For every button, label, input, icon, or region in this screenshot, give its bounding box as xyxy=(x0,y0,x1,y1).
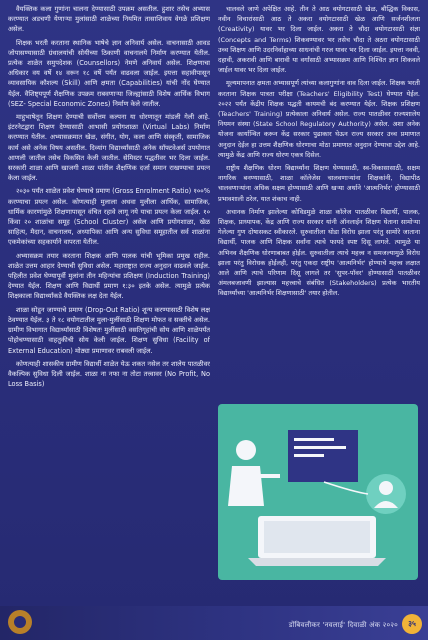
left-paragraph: कोणत्याही शासकीय ग्रामीण विद्यार्थी शाळेत येऊ शकत नसेल तर शालेय पातळीवर वैकल्पिक सुविधा दिली जाईल. शाळा ना नफा ना तोटा तत्त्वावर (No Profit, No Loss Basis) xyxy=(8,359,210,389)
ornament-icon xyxy=(8,610,32,634)
right-paragraph: मूल्यमापनात क्षमता अभ्यासपूर्ण त्यांच्या कलागुणांना वाव दिला जाईल. शिक्षक भरती करताना शिक्षक पात्रता परीक्षा (Teachers' Eligibility Test) घेण्यात येईल. २०२२ पर्यंत केंद्रीय शिक्षक पद्धती कायमची बंद करण्यात येईल. शिक्षक प्रशिक्षण (Teachers' Training) प्रत्येकाला अनिवार्य असेल. राज्य पातळीवर राज्यशालेय नियमन संस्था (State School Regulatory Authority) असेल. अशा अनेक योजना कार्यान्वित करून केंद्र सरकार पुढाकार घेऊन राज्य सरकार उच्च प्रमाणात अनुदान देईल हा उत्तम शैक्षणिक धोरणाचा मोठा प्रमाणात अनुदान देण्याचा उद्देश आहे. त्यामुळे केंद्र आणि राज्य धोरण एकत्र दिसेल. xyxy=(218,79,420,159)
left-paragraph: अभ्यासक्रम तयार करताना शिक्षक आणि पालक यांची भूमिका प्रमुख राहील. शाळेत उत्तम आहार देण्याची सुविधा असेल. महाराष्ट्रात राज्य अनुदान वाढवले जाईल. पहिलीत प्रवेश घेण्यापूर्वी मुलांना तीन महिन्यांचा प्रशिक्षण (Induction Training) देण्यात येईल. शिक्षण आणि विद्यार्थी प्रमाण १:३० इतके असेल. त्यामुळे प्रत्येक शिक्षकाला विद्यार्थ्यांकडे वैयक्तिक लक्ष देता येईल. xyxy=(8,251,210,301)
online-learning-illustration xyxy=(218,404,418,580)
chalkboard-icon xyxy=(288,430,358,482)
page-number: ३५ xyxy=(402,614,422,634)
student-icon xyxy=(366,474,406,514)
magazine-title: डोंबिवलीकर 'नवलाई' दिवाळी अंक २०२० xyxy=(288,621,398,629)
left-paragraph: २०३० पर्यंत शाळेत प्रवेश घेण्याचे प्रमाण (Gross Enrolment Ratio) १००% करण्याचा प्रयत्न असेल. कोणत्याही मुलाला अथवा मुलीला आर्थिक, सामाजिक, धार्मिक कारणांमुळे शिक्षणापासून वंचित रहावे लागू नये याचा प्रयत्न केला जाईल. १० किंवा २० शाळांचा समूह (School Cluster) असेल आणि प्रयोगशाळा, खेळ साहित्य, मैदान, वाचनालय, अध्यापिका आणि अन्य सुविधा समूहातील सर्व शाळांना एकमेकांच्या सहकार्याने वापरता येतील. xyxy=(8,187,210,247)
footer-bar xyxy=(0,606,428,640)
left-paragraph: माहुभाषेतून शिक्षण देण्याची सर्वोत्तम कल्पना या धोरणातून मांडली गेली आहे. इंटरनेटद्वारा शिक्षण देण्यासाठी आभासी प्रयोगशाळा (Virtual Labs) निर्माण करण्यात येतील. अभ्यासक्रमात खेळ, संगीत, योग, कला आणि संस्कृती, सामाजिक कार्य असे अनेक विषय असतील. दिव्यांग विद्यार्थ्यांसाठी अनेक सॉफ्टवेअर्स उपयोगात आणली जातील तसेच विकसित केली जातील. सेमिस्टर पद्धतीवर भर दिला जाईल. सरकारी शाळा आणि खाजगी शाळा यांतील शैक्षणिक दर्जा समान राखण्याचा प्रयत्न केला जाईल. xyxy=(8,113,210,183)
right-paragraph: अचानक निर्माण झालेल्या कोविडमुळे शाळा कॉलेज पातळीवर विद्यार्थी, पालक, शिक्षक, प्राध्यापक, केंद्र आणि राज्य सरकार यांनी ऑनलाईन शिक्षण घेताना सामोऱ्या गेलेल्या गुण दोषासकट स्वीकारले. सुरुवातीला थोडा विरोध झाला परंतु सामोरे जाताना विद्यार्थी, पालक आणि शिक्षक सर्वांना त्याचे फायदे स्पष्ट दिसू लागले. त्यामुळे या अभिनव शैक्षणिक धोरणाबाबत होईल. सुरुवातीला त्याचे महत्त्व न समजल्यामुळे विरोध झाला परंतु विरोधक होईलही, परंतु एकदा राष्ट्रीय 'आत्मनिर्भर' होण्याचे महत्त्व लक्षात आले आणि त्याचे परिणाम दिसू लागले तर 'सुपर-पॉवर' होण्यासाठी पातळीवर अंमलबजावणी झाल्यास महत्त्वाचे संबंधित (Stakeholders) प्रत्येक भारतीय विद्यार्थ्यांच्या 'आत्मनिर्भर शिक्षणासाठी' तयार होतील. xyxy=(218,207,420,298)
right-paragraph: चालवले जाणे अपेक्षित आहे. तीन ते आठ वयोगटासाठी खेळ, बौद्धिक विकास, नवीन विचारांसाठी आठ ते अकरा वयोगटासाठी खेळ आणि सर्जनशीलता (Creativity) यावर भर दिला जाईल. अकरा ते चौदा वयोगटासाठी संज्ञा (Concepts and Terms) शिकवण्यावर भर तसेच चौदा ते अठरा वयोगटासाठी उच्च शिक्षण आणि उदरनिर्वाहाच्या साधनांची गरज यावर भर दिला जाईल. इयत्ता नववी, दहावी, अकरावी आणि बारावी या वर्गांसाठी अभ्यासक्रम आणि निश्चित ज्ञान शिकवले जाईल यावर भर दिला जाईल. xyxy=(218,5,420,75)
left-paragraph: वैयक्तिक कला गुणांना चालना देण्यासाठी उपक्रम असतील. हुशार तसेच अभ्यास करण्यात अडचणी येणाऱ्या मुलांसाठी शाळेच्या नियमित तासाशिवाय वेगळे प्रशिक्षण असेल. xyxy=(8,5,210,34)
left-column xyxy=(8,4,210,600)
laptop-icon xyxy=(248,516,386,566)
left-paragraph: शिक्षक भरती करताना स्थानिक भाषेचे ज्ञान अनिवार्य असेल. वाचनासाठी आवड जोपासण्यासाठी ग्रंथालयांची सोयीच्या ठिकाणी वाचनालये निर्माण करण्यात येतील. प्रत्येक शाळेत समुपदेशक (Counsellors) नेमणे अनिवार्य असेल. शिक्षणाचा अधिकार वय वर्षे १४ वरून १८ वर्षे पर्यंत वाढवला जाईल. इयत्ता सहावीपासून व्यावसायिक कौशल्य (Skill) आणि क्षमता (Capabilities) यांची नोंद घेण्यात येईल. वैशिष्ट्यपूर्ण शैक्षणिक उपक्रम राबवणाऱ्या जिल्ह्यांसाठी विशेष आर्थिक विभाग (SEZ- Special Economic Zones) निर्माण केले जातील. xyxy=(8,38,210,108)
left-paragraph: शाळा सोडून जाण्याचे प्रमाण (Drop-Out Ratio) शून्य करण्यासाठी विशेष लक्ष ठेवण्यात येईल. ३ ते १८ वयोगटातील मुला-मुलींसाठी शिक्षण मोफत व सक्तीचे असेल. ग्रामीण विभागात विद्यार्थ्यांसाठी विशेषतः मुलींसाठी वसतिगृहांची सोय आणि शाळेपर्यंत पोहोचण्यासाठी वाहतुकीची सोय केली जाईल. शिक्षण सुविधा (Facility of External Education) मोठ्या प्रमाणावर राबवली जाईल. xyxy=(8,305,210,355)
right-paragraph: राष्ट्रीय शैक्षणिक धोरण विद्यार्थ्यांना शिक्षण घेण्यासाठी, स्व-विकासासाठी, सक्षम नागरिक बनण्यासाठी, शाळा कॉलेजेस चालवणाऱ्यांना शिक्षकांनी, विद्यापीठ चालवणाऱ्यांना अधिक सक्षम होण्यासाठी आणि खऱ्या अर्थाने 'आत्मनिर्भर' होण्यासाठी प्रभावशाली ठरेल, यात शंकाच नाही. xyxy=(218,164,420,203)
